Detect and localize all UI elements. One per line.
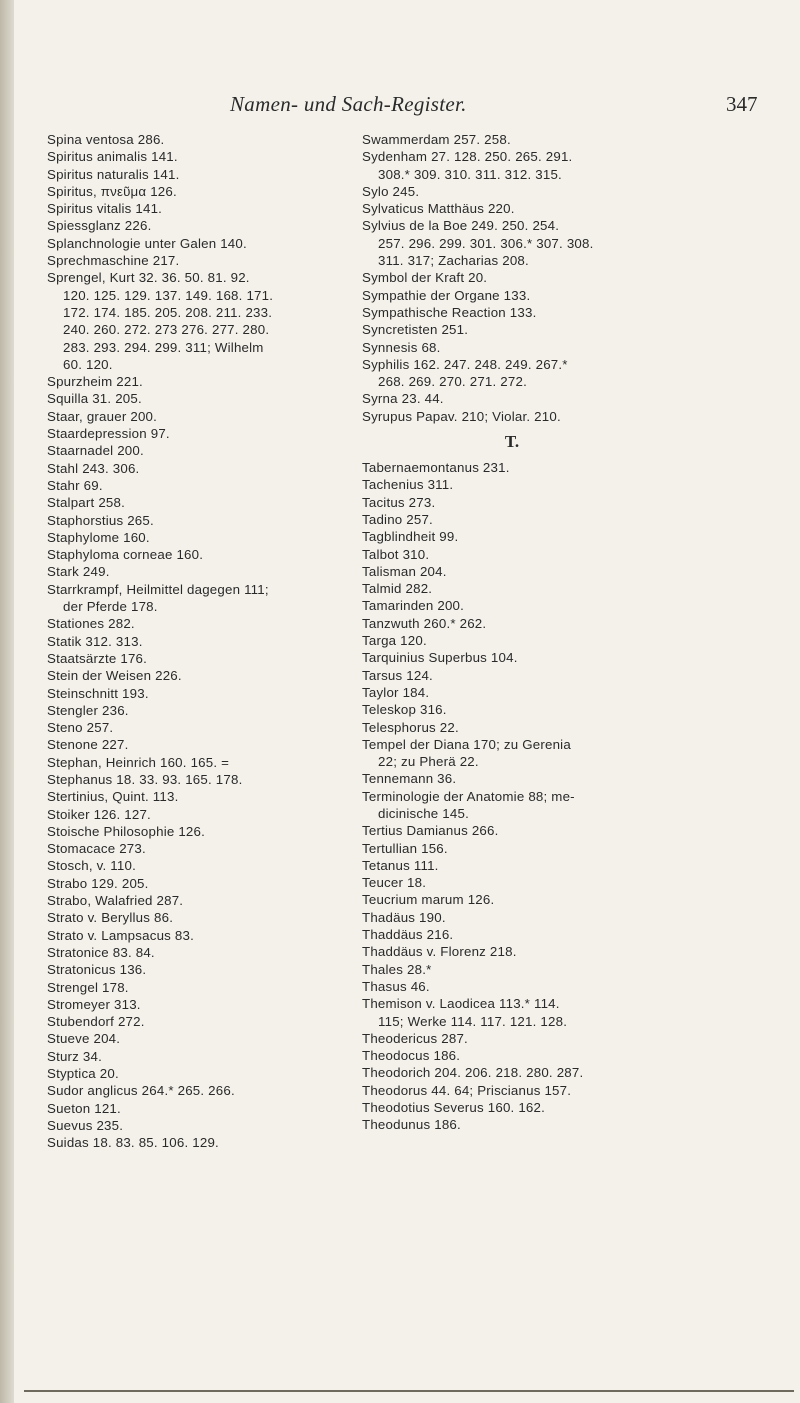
index-entry: Staphyloma corneae 160. <box>47 547 204 563</box>
index-entry: Syncretisten 251. <box>362 322 469 338</box>
index-entry: Sylvaticus Matthäus 220. <box>362 201 515 217</box>
index-entry: Stratonice 83. 84. <box>47 944 155 960</box>
index-entry: Suidas 18. 83. 85. 106. 129. <box>47 1135 219 1151</box>
index-entry: Sprechmaschine 217. <box>47 253 180 269</box>
index-entry: Strato v. Lampsacus 83. <box>47 927 194 943</box>
index-entry: Stromeyer 313. <box>47 996 141 1012</box>
index-entry: Stosch, v. 110. <box>47 858 136 874</box>
bottom-rule <box>24 1390 794 1392</box>
page-title: Namen- und Sach-Register. <box>230 92 467 116</box>
index-entry: Talbot 310. <box>362 546 430 562</box>
index-entry: Sympathische Reaction 133. <box>362 304 537 320</box>
index-entry: Spiritus, πνεῦμα 126. <box>47 183 177 199</box>
index-entry: Talisman 204. <box>362 563 447 579</box>
index-entry: Tennemann 36. <box>362 771 457 787</box>
index-entry: Swammerdam 257. 258. <box>362 132 511 147</box>
index-entry: Telesphorus 22. <box>362 719 459 735</box>
index-entry: Taylor 184. <box>362 684 430 700</box>
index-entry: Strabo 129. 205. <box>47 875 149 891</box>
running-head <box>0 92 800 122</box>
index-entry-continuation: 115; Werke 114. 117. 121. 128. <box>378 1013 568 1029</box>
index-entry-continuation: 311. 317; Zacharias 208. <box>378 253 529 269</box>
index-entry: Stertinius, Quint. 113. <box>47 789 179 805</box>
index-entry: Tachenius 311. <box>362 477 454 493</box>
index-entry: Spina ventosa 286. <box>47 132 165 147</box>
index-entry: Stoiker 126. 127. <box>47 806 151 822</box>
index-entry: Staphorstius 265. <box>47 512 154 528</box>
index-entry-continuation: der Pferde 178. <box>63 599 158 615</box>
index-entry: Statik 312. 313. <box>47 633 143 649</box>
index-entry: Starrkrampf, Heilmittel dagegen 111; <box>47 581 269 597</box>
entries-s-continued <box>362 131 684 425</box>
index-entry: Tetanus 111. <box>362 857 439 873</box>
index-entry: Squilla 31. 205. <box>47 391 142 407</box>
right-index-column <box>362 131 684 1134</box>
index-entry: Stratonicus 136. <box>47 962 147 978</box>
index-entry: Spiritus naturalis 141. <box>47 166 180 182</box>
index-entry-continuation: 308.* 309. 310. 311. 312. 315. <box>378 166 562 182</box>
index-entry: Stark 249. <box>47 564 110 580</box>
index-entry-continuation: 240. 260. 272. 273 276. 277. 280. <box>63 322 270 338</box>
index-entry: Tertullian 156. <box>362 840 448 856</box>
index-entry: Stahr 69. <box>47 477 103 493</box>
index-entry: Stueve 204. <box>47 1031 121 1047</box>
index-entry: Tadino 257. <box>362 511 433 527</box>
index-entry-continuation: 257. 296. 299. 301. 306.* 307. 308. <box>378 235 594 251</box>
index-entry: Sympathie der Organe 133. <box>362 287 531 303</box>
index-entry: Thales 28.* <box>362 961 432 977</box>
index-entry: Theodorus 44. 64; Priscianus 157. <box>362 1082 572 1098</box>
index-entry: Themison v. Laodicea 113.* 114. <box>362 996 560 1012</box>
index-entry: Tarsus 124. <box>362 667 433 683</box>
index-entry: Symbol der Kraft 20. <box>362 270 488 286</box>
index-entry: Syrna 23. 44. <box>362 391 444 407</box>
index-entry-continuation: 120. 125. 129. 137. 149. 168. 171. <box>63 287 274 303</box>
index-entry: Stephan, Heinrich 160. 165. = <box>47 754 230 770</box>
index-entry: Thaddäus 216. <box>362 927 454 943</box>
index-entry: Tanzwuth 260.* 262. <box>362 615 487 631</box>
index-entry: Staardepression 97. <box>47 426 170 442</box>
index-entry-continuation: 268. 269. 270. 271. 272. <box>378 374 527 390</box>
index-entry: Tabernaemontanus 231. <box>362 460 510 476</box>
book-binding-edge <box>0 0 14 1403</box>
index-entry: Staar, grauer 200. <box>47 408 158 424</box>
index-entry: Stein der Weisen 226. <box>47 668 182 684</box>
index-entry: Syrupus Papav. 210; Violar. 210. <box>362 408 561 424</box>
index-entry-continuation: 172. 174. 185. 205. 208. 211. 233. <box>63 304 273 320</box>
index-entry: Sylo 245. <box>362 183 420 199</box>
index-entry: Sylvius de la Boe 249. 250. 254. <box>362 218 560 234</box>
index-entry: Stationes 282. <box>47 616 135 632</box>
index-entry: Stubendorf 272. <box>47 1014 145 1030</box>
index-entry: Stephanus 18. 33. 93. 165. 178. <box>47 771 243 787</box>
index-entry: Talmid 282. <box>362 581 433 597</box>
page-number: 347 <box>726 92 758 116</box>
index-entry: Stoische Philosophie 126. <box>47 823 206 839</box>
index-entry: Theodericus 287. <box>362 1030 468 1046</box>
index-entry: Stomacace 273. <box>47 841 146 857</box>
index-entry: Thadäus 190. <box>362 909 446 925</box>
index-entry-continuation: 22; zu Pherä 22. <box>378 754 479 770</box>
index-entry: Steno 257. <box>47 720 114 736</box>
index-entry-continuation: dicinische 145. <box>378 805 469 821</box>
index-entry: Strengel 178. <box>47 979 129 995</box>
index-entry: Spiritus animalis 141. <box>47 149 178 165</box>
entries-t <box>362 459 684 1134</box>
index-entry: Styptica 20. <box>47 1066 119 1082</box>
index-entry: Sudor anglicus 264.* 265. 266. <box>47 1083 235 1099</box>
index-entry: Tertius Damianus 266. <box>362 823 499 839</box>
index-entry: Theodocus 186. <box>362 1048 461 1064</box>
index-entry-continuation: 283. 293. 294. 299. 311; Wilhelm <box>63 339 264 355</box>
index-entry: Theodorich 204. 206. 218. 280. 287. <box>362 1065 584 1081</box>
index-entry: Teucer 18. <box>362 875 427 891</box>
index-entry: Tacitus 273. <box>362 494 436 510</box>
index-entry: Staarnadel 200. <box>47 443 144 459</box>
index-entry: Splanchnologie unter Galen 140. <box>47 235 247 251</box>
index-entry: Sueton 121. <box>47 1100 121 1116</box>
index-entry: Stahl 243. 306. <box>47 460 140 476</box>
index-entry: Thasus 46. <box>362 978 430 994</box>
index-entry: Staphylome 160. <box>47 529 150 545</box>
index-entry: Strabo, Walafried 287. <box>47 893 184 909</box>
index-entry: Spiritus vitalis 141. <box>47 201 163 217</box>
index-entry-continuation: 60. 120. <box>63 356 113 372</box>
index-entry: Terminologie der Anatomie 88; me- <box>362 788 575 804</box>
index-entry: Theodunus 186. <box>362 1117 461 1133</box>
index-entry: Steinschnitt 193. <box>47 685 149 701</box>
index-entry: Synnesis 68. <box>362 339 441 355</box>
index-entry: Staatsärzte 176. <box>47 650 148 666</box>
index-entry: Spurzheim 221. <box>47 374 143 390</box>
index-entry: Thaddäus v. Florenz 218. <box>362 944 517 960</box>
index-entry: Sydenham 27. 128. 250. 265. 291. <box>362 149 573 165</box>
index-entry: Tarquinius Superbus 104. <box>362 650 518 666</box>
index-entry: Stalpart 258. <box>47 495 125 511</box>
index-entry: Tempel der Diana 170; zu Gerenia <box>362 736 571 752</box>
index-entry: Stengler 236. <box>47 702 129 718</box>
index-entry: Stenone 227. <box>47 737 129 753</box>
section-letter-heading: T. <box>504 432 520 452</box>
index-entry: Syphilis 162. 247. 248. 249. 267.* <box>362 356 568 372</box>
index-entry: Teucrium marum 126. <box>362 892 495 908</box>
index-entry: Targa 120. <box>362 633 427 649</box>
index-entry: Tamarinden 200. <box>362 598 465 614</box>
index-entry: Theodotius Severus 160. 162. <box>362 1100 546 1116</box>
index-entry: Teleskop 316. <box>362 702 447 718</box>
left-index-column <box>47 131 347 1152</box>
index-entry: Sturz 34. <box>47 1048 103 1064</box>
index-entry: Sprengel, Kurt 32. 36. 50. 81. 92. <box>47 270 250 286</box>
index-entry: Suevus 235. <box>47 1117 124 1133</box>
index-entry: Strato v. Beryllus 86. <box>47 910 174 926</box>
index-entry: Spiessglanz 226. <box>47 218 152 234</box>
index-entry: Tagblindheit 99. <box>362 529 459 545</box>
